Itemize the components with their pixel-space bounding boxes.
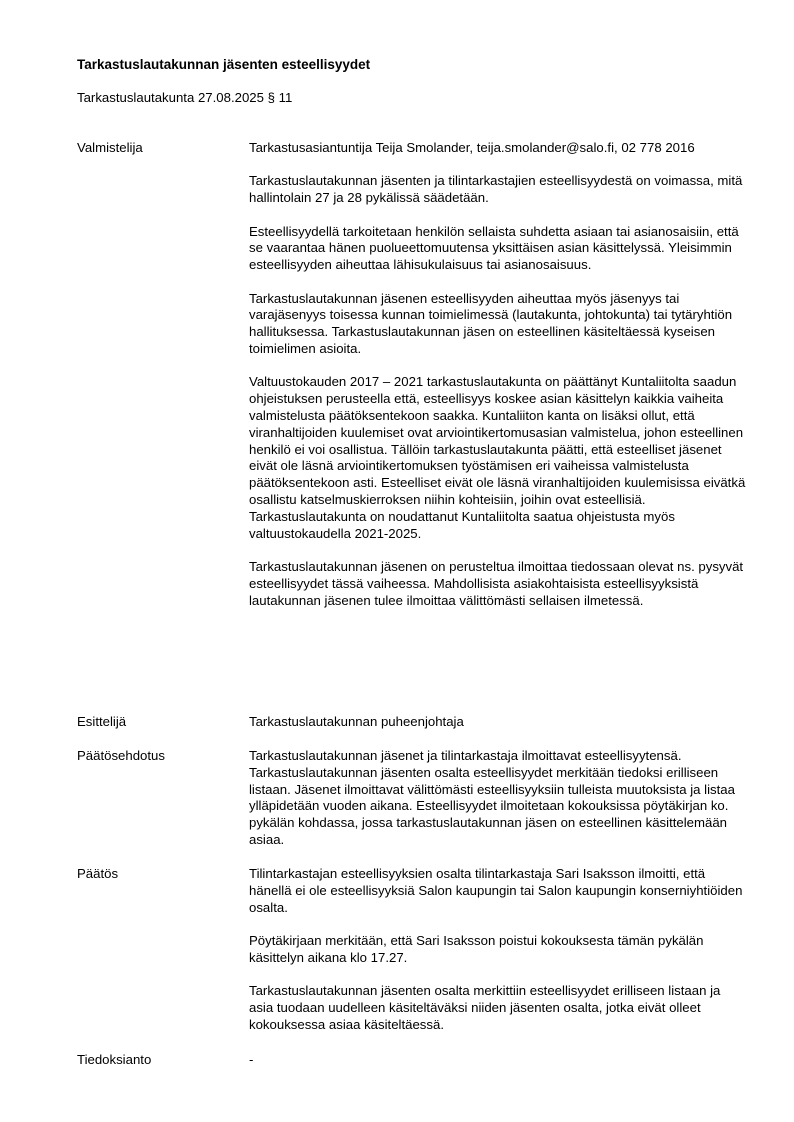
- section-label: Päätösehdotus: [77, 748, 165, 763]
- paragraph: Tarkastuslautakunnan puheenjohtaja: [249, 714, 464, 729]
- paragraph: Pöytäkirjaan merkitään, että Sari Isaksson poistui kokouksesta tämän pykälän käsittelyn aikana klo 17.27.: [249, 932, 704, 965]
- section-label: Päätös: [77, 866, 119, 881]
- paragraph: -: [249, 1052, 254, 1067]
- document-title: Tarkastuslautakunnan jäsenten esteellisyydet: [77, 57, 371, 72]
- paragraph: Tarkastuslautakunnan jäsenen esteellisyyden aiheuttaa myös jäsenyys tai varajäsenyys toisessa kunnan toimielimessä (lautakunta, johtokunta) tai tytäryhtiön hallituksessa. Tarkastuslautakunnan jäsen on esteellinen käsiteltäessä kyseisen toimielimen asioita.: [249, 290, 733, 356]
- section-label: Tiedoksianto: [77, 1052, 152, 1067]
- paragraph: Tarkastuslautakunnan jäsenten ja tilintarkastajien esteellisyydestä on voimassa, mitä hallintolain 27 ja 28 pykälissä säädetään.: [249, 173, 743, 206]
- section-content: [249, 748, 746, 849]
- meeting-reference: Tarkastuslautakunta 27.08.2025 § 11: [77, 90, 293, 105]
- paragraph: Tarkastuslautakunnan jäsenen on perusteltua ilmoittaa tiedossaan olevat ns. pysyvät esteellisyydet tässä vaiheessa. Mahdollisista asiakohtaisista esteellisyyksistä lautakunnan jäsenen tulee ilmoittaa välittömästi sellaisen ilmetessä.: [249, 558, 744, 608]
- paragraph: Tarkastuslautakunnan jäsenten osalta merkittiin esteellisyydet erilliseen listaan ja asia tuodaan uudelleen käsiteltäväksi niiden jäsenten osalta, jotka eivät olleet kokouksessa asiaa käsiteltäessä.: [249, 983, 721, 1032]
- paragraph: Tarkastuslautakunnan jäsenet ja tilintarkastaja ilmoittavat esteellisyytensä. Tarkastuslautakunnan jäsenten osalta esteellisyydet merkitään tiedoksi erilliseen listaan. Jäsenet ilmoittavat välittömästi esteellisyyksiin tulleista muutoksista ja listaa ylläpidetään vuoden aikana. Esteellisyydet ilmoitetaan kokouksissa pöytäkirjan ko. pykälän kohdassa, jossa tarkastuslautakunnan jäsen on esteellinen käsittelemään asiaa.: [249, 748, 735, 847]
- section-label: Esittelijä: [77, 714, 127, 729]
- section-content: [249, 1052, 746, 1069]
- section-content: [249, 140, 746, 609]
- section-content: [249, 866, 746, 1034]
- paragraph: Valtuustokauden 2017 – 2021 tarkastuslautakunta on päättänyt Kuntaliitolta saadun ohjeistuksen perusteella että, esteellisyys koskee asian käsittelyn kaikkia vaiheita valmistelusta päätöksentekoon saakka. Kuntaliiton kanta on lisäksi ollut, että viranhaltijoiden kuulemiset ovat arviointikertomusasian valmistelua, johon esteellinen henkilö ei voi osallistua. Tällöin tarkastuslautakunta päätti, että esteelliset jäsenet eivät ole läsnä arviointikertomuksen työstämisen eri vaiheissa valmistelusta päätöksentekoon asti. Esteelliset eivät ole läsnä viranhaltijoiden kuulemisissa eivätkä osallistu katselmuskierroksen niihin kohteisiin, joihin ovat esteellisiä. Tarkastuslautakunta on noudattanut Kuntaliitolta saatua ohjeistusta myös valtuustokaudella 2021-2025.: [249, 374, 746, 541]
- preparer-contact: Tarkastusasiantuntija Teija Smolander, teija.smolander@salo.fi, 02 778 2016: [249, 140, 695, 155]
- paragraph: Esteellisyydellä tarkoitetaan henkilön sellaista suhdetta asiaan tai asianosaisiin, että se vaarantaa hänen puolueettomuutensa yksittäisen asian käsittelyssä. Yleisimmin esteellisyyden aiheuttaa lähisukulaisuus tai asianosaisuus.: [249, 223, 739, 273]
- section-label: Valmistelija: [77, 140, 143, 155]
- paragraph: Tilintarkastajan esteellisyyksien osalta tilintarkastaja Sari Isaksson ilmoitti, että hänellä ei ole esteellisyyksiä Salon kaupungin tai Salon kaupungin konserniyhtiöiden osalta.: [249, 866, 743, 915]
- section-content: [249, 714, 746, 731]
